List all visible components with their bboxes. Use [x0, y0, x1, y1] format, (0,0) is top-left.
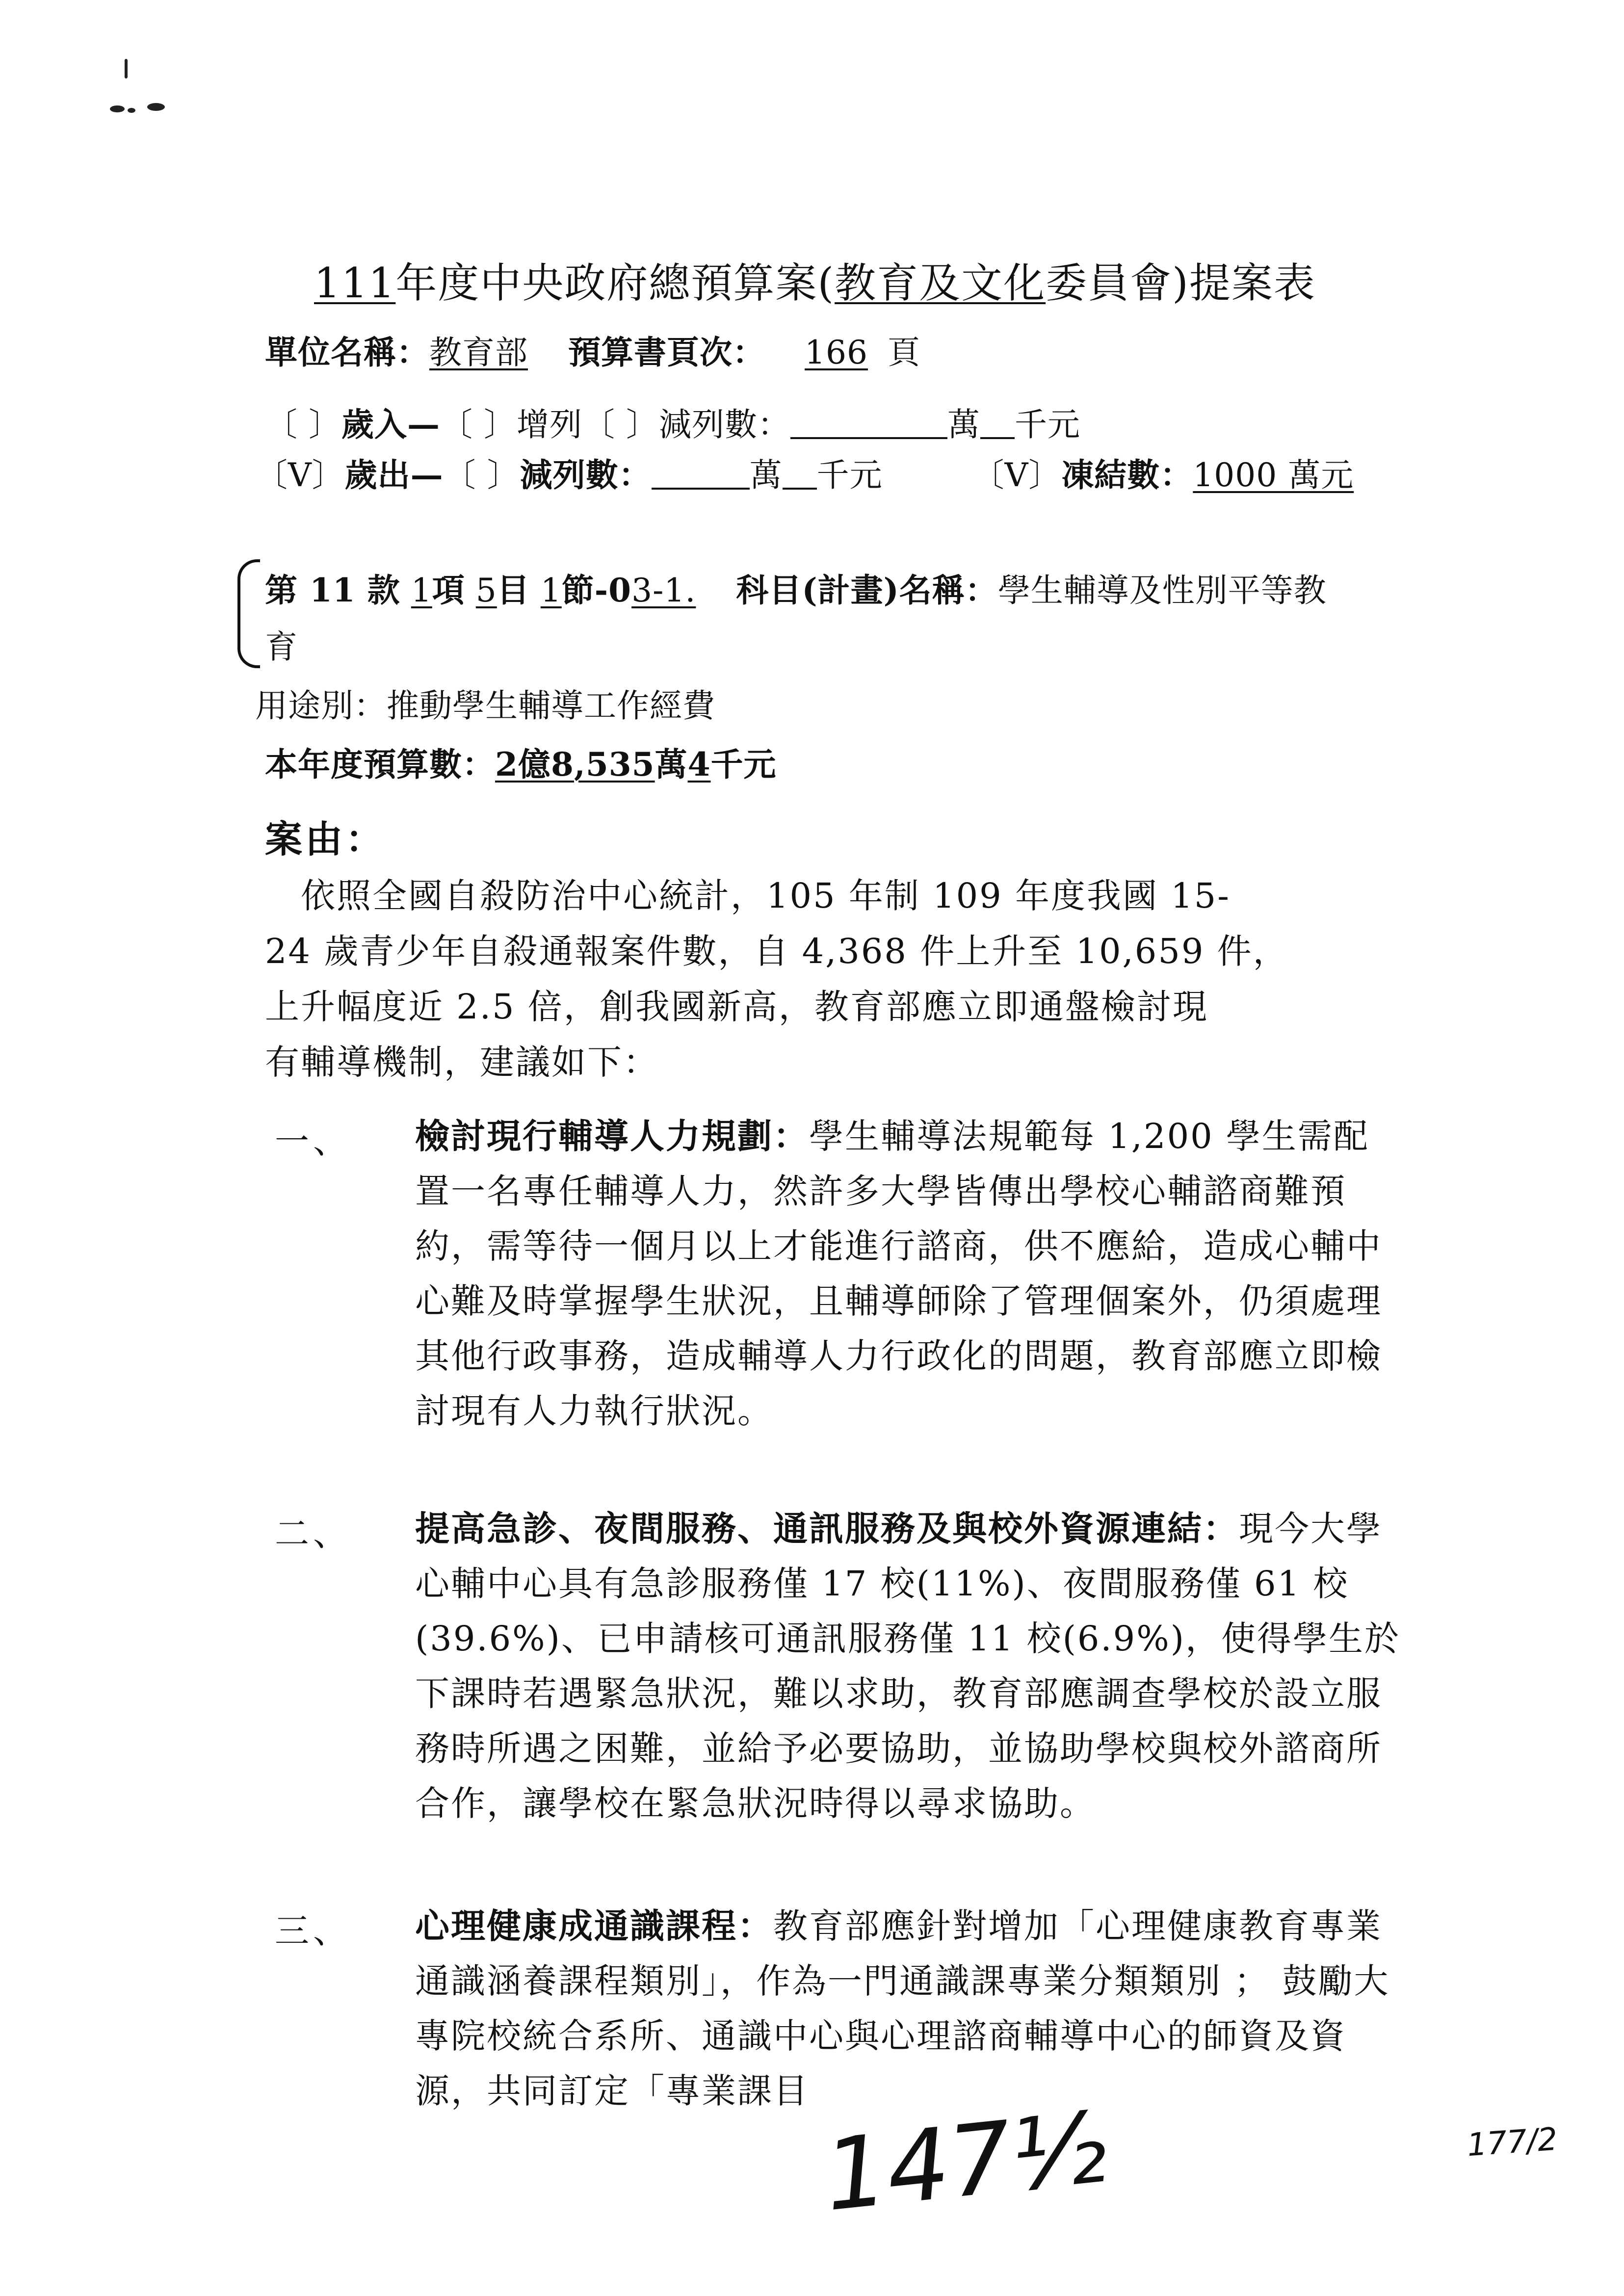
budget-label: 本年度預算數： [265, 745, 495, 783]
handwritten-page-number: 147½ [819, 2090, 1112, 2234]
revenue-wan-unit: 萬 [947, 406, 980, 444]
subject-value: 學生輔導及性別平等教 [997, 572, 1327, 609]
revenue-label: 歲入— [341, 405, 440, 444]
budget-yi-unit: 億 [518, 745, 551, 783]
revenue-decrease-checkbox: 〔 〕 [582, 406, 659, 444]
item-text-1: 學生輔導法規範每 1,200 學生需配置一名專任輔導人力，然許多大學皆傳出學校心輔諮商難預約，需等待一個月以上才能進行諮商，供不應給，造成心輔中心難及時掌握學生狀況，且輔導師除了管理個案外，仍須處理其他行政事務，造成輔導人力行政化的問題，教育部應立即檢討現有人力執行狀況。 [415, 1116, 1382, 1431]
budget-qian-unit: 千元 [710, 745, 777, 783]
item-code: 3-1. [631, 572, 696, 609]
item-xiang: 項 [432, 571, 465, 609]
budget-line [265, 738, 777, 785]
usage-value: 推動學生輔導工作經費 [387, 687, 715, 725]
item-text-2: 現今大學心輔中心具有急診服務僅 17 校(11%)、夜間服務僅 61 校(39.6%)、已申請核可通訊服務僅 11 校(6.9%)，使得學生於下課時若遇緊急狀況，難以求助，教育部應調查學校於設立服務時所遇之困難，並給予必要協助，並協助學校與校外諮商所合作，讓學校在緊急狀況時得以尋求協助。 [415, 1509, 1401, 1824]
unit-line [265, 326, 920, 373]
scan-speck [128, 108, 135, 113]
scan-speck [125, 59, 128, 78]
title-year: 111 [314, 259, 396, 307]
item-marker-1: 一、 [275, 1121, 351, 1161]
budget-wan-unit: 萬 [655, 745, 688, 783]
expense-checkbox: 〔V〕 [255, 456, 345, 494]
expense-line [255, 449, 1383, 496]
expense-label: 歲出— [344, 456, 444, 494]
subject-label: 科目(計畫)名稱： [736, 571, 998, 609]
expense-decrease-checkbox: 〔 〕 [443, 456, 520, 494]
subject-continuation: 育 [265, 628, 298, 666]
intro-line: 上升幅度近 2.5 倍，創我國新高，教育部應立即通盤檢討現 [265, 987, 1208, 1027]
expense-wan-blank [652, 458, 750, 489]
usage-line [255, 679, 715, 726]
title-text: 年度中央政府總預算案( [395, 259, 835, 307]
revenue-increase-label: 增列 [516, 406, 582, 444]
revenue-increase-checkbox: 〔 〕 [440, 406, 517, 444]
item-text-3: 教育部應針對增加「心理健康教育專業通識涵養課程類別」，作為一門通識課專業分類類別 ； 鼓勵大專院校統合系所、通識中心與心理諮商輔導中心的師資及資源，共同訂定「專業課目 [415, 1906, 1390, 2111]
freeze-checkbox: 〔V〕 [971, 456, 1062, 494]
freeze-label: 凍結數： [1061, 456, 1193, 494]
scan-speck [110, 105, 125, 112]
proposal-item-1 [415, 1109, 1401, 1438]
proposal-item-3 [415, 1899, 1401, 2118]
budget-wan: 8,535 [550, 745, 655, 783]
page-ref-label: 預算書頁次： [568, 333, 765, 371]
title-committee: 教育及文化 [835, 259, 1046, 307]
item-xiang-number: 1 [411, 572, 432, 609]
revenue-qian-unit: 千元 [1014, 406, 1080, 444]
item-title-1: 檢討現行輔導人力規劃： [415, 1116, 809, 1156]
budget-qian: 4 [687, 745, 711, 783]
revenue-checkbox: 〔 〕 [265, 406, 341, 444]
revenue-qian-blank [980, 408, 1015, 439]
item-title-2: 提高急診、夜間服務、通訊服務及與校外資源連結： [415, 1508, 1239, 1549]
document-title [314, 250, 1316, 310]
proposal-item-2 [415, 1501, 1401, 1831]
item-jie: 節-0 [561, 571, 632, 609]
page-ref-value: 166 [804, 334, 868, 371]
reason-heading: 案由： [265, 817, 386, 861]
page-ref-suffix: 頁 [887, 334, 920, 371]
freeze-value: 1000 萬元 [1193, 456, 1354, 494]
unit-label: 單位名稱： [265, 333, 429, 371]
item-title-3: 心理健康成通識課程： [415, 1905, 773, 1946]
intro-line: 24 歲青少年自殺通報案件數，自 4,368 件上升至 10,659 件， [265, 931, 1289, 971]
expense-wan-unit: 萬 [749, 456, 783, 494]
intro-line: 依照全國自殺防治中心統計，105 年制 109 年度我國 15- [265, 876, 1231, 916]
item-jie-number: 1 [540, 572, 562, 609]
revenue-decrease-label: 減列數： [658, 406, 790, 444]
expense-qian-unit: 千元 [816, 456, 883, 494]
scan-speck [147, 103, 165, 111]
item-bracket [237, 559, 260, 668]
intro-line: 有輔導機制，建議如下： [265, 1042, 659, 1082]
usage-label: 用途別： [255, 687, 387, 725]
item-mu-number: 5 [475, 572, 497, 609]
unit-value: 教育部 [429, 334, 528, 371]
item-line [265, 564, 1327, 611]
expense-decrease-label: 減列數： [520, 456, 652, 494]
title-end: 委員會)提案表 [1046, 259, 1316, 307]
handwritten-corner-number: 177/2 [1466, 2121, 1559, 2164]
revenue-line [265, 398, 1080, 445]
item-kuan: 第 11 款 [265, 571, 400, 609]
budget-yi: 2 [495, 745, 518, 783]
item-marker-2: 二、 [275, 1513, 351, 1554]
item-mu: 目 [497, 571, 530, 609]
revenue-wan-blank [790, 408, 947, 439]
item-marker-3: 三、 [275, 1911, 351, 1951]
reason-intro [265, 868, 1289, 1090]
expense-qian-blank [783, 458, 817, 489]
